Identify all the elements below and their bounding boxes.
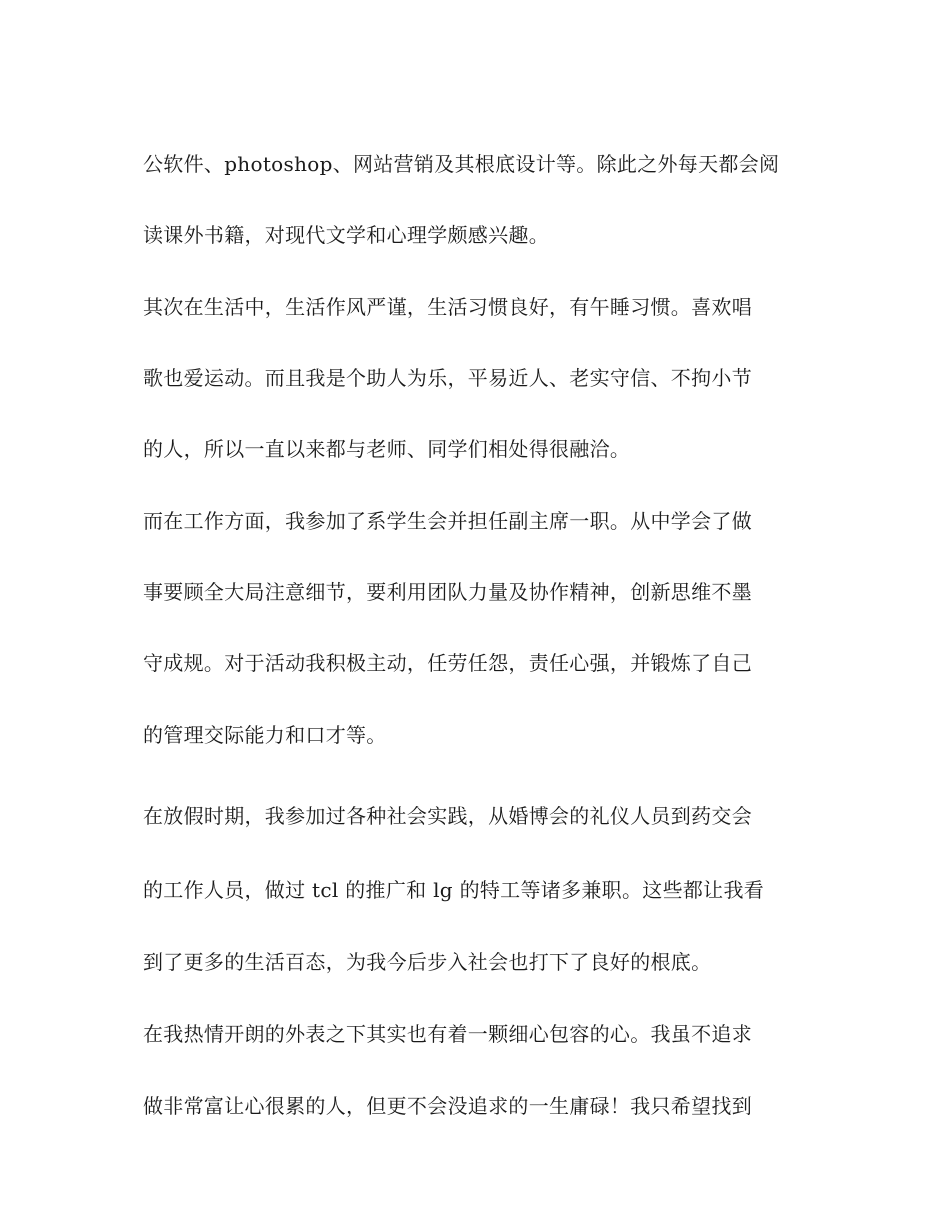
text-line: 在放假时期，我参加过各种社会实践，从婚博会的礼仪人员到药交会 xyxy=(143,804,752,828)
text-line: 读课外书籍，对现代文学和心理学颇感兴趣。 xyxy=(143,223,549,247)
text-line: 事要顾全大局注意细节，要利用团队力量及协作精神，创新思维不墨 xyxy=(143,580,752,604)
text-line: 的工作人员，做过 tcl 的推广和 lg 的特工等诸多兼职。这些都让我看 xyxy=(143,878,765,902)
text-line: 歌也爱运动。而且我是个助人为乐，平易近人、老实守信、不拘小节 xyxy=(143,366,752,390)
text-line: 在我热情开朗的外表之下其实也有着一颗细心包容的心。我虽不追求 xyxy=(143,1022,752,1046)
text-line: 到了更多的生活百态，为我今后步入社会也打下了良好的根底。 xyxy=(143,950,712,974)
text-line: 而在工作方面，我参加了系学生会并担任副主席一职。从中学会了做 xyxy=(143,509,752,533)
text-line: 的人，所以一直以来都与老师、同学们相处得很融洽。 xyxy=(143,437,631,461)
text-line: 的管理交际能力和口才等。 xyxy=(143,723,387,747)
text-line: 公软件、photoshop、网站营销及其根底设计等。除此之外每天都会阅 xyxy=(143,152,780,176)
text-line: 做非常富让心很累的人，但更不会没追求的一生庸碌！我只希望找到 xyxy=(143,1094,752,1118)
text-line: 其次在生活中，生活作风严谨，生活习惯良好，有午睡习惯。喜欢唱 xyxy=(143,295,752,319)
text-line: 守成规。对于活动我积极主动，任劳任怨，责任心强，并锻炼了自己 xyxy=(143,651,752,675)
